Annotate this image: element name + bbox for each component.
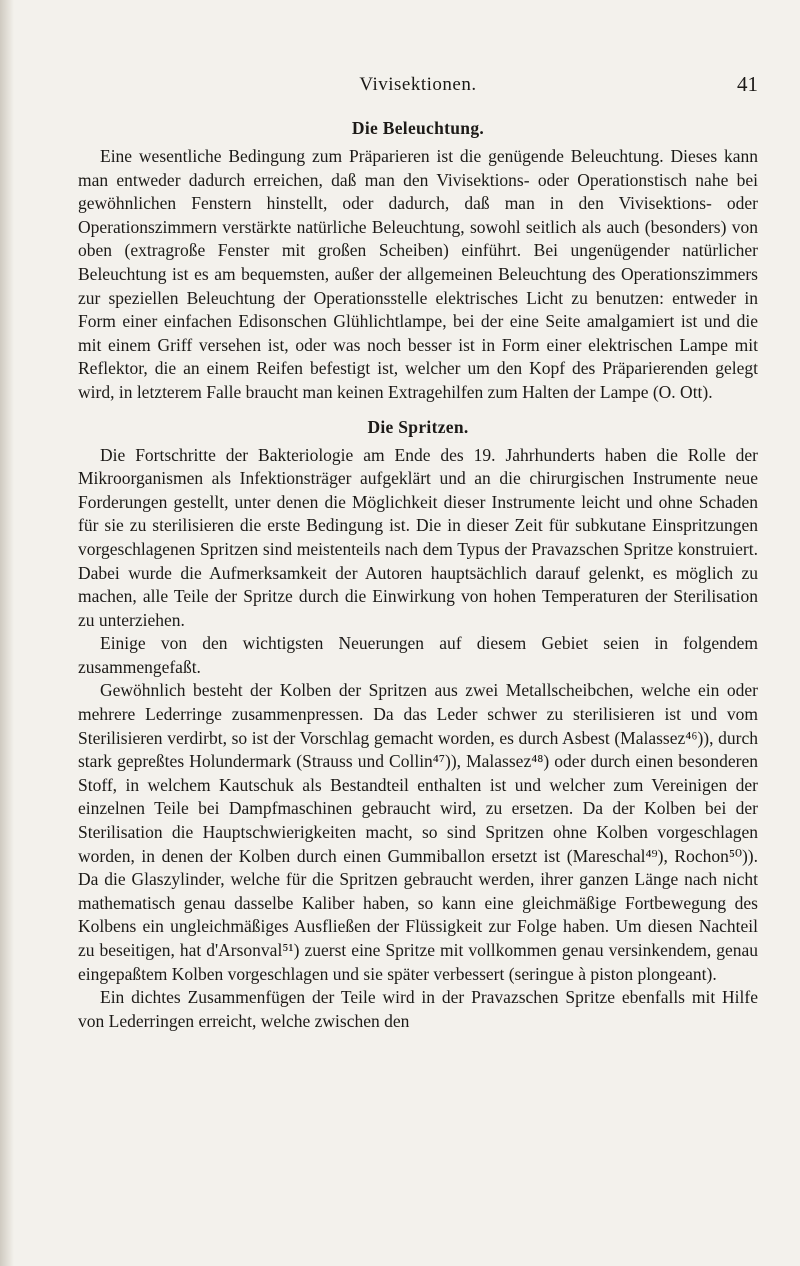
book-page [78, 0, 758, 1266]
page-number: 41 [737, 72, 758, 96]
paragraph: Die Fortschritte der Bakteriologie am Ende des 19. Jahrhunderts haben die Rolle der Mikroorganismen als Infektionsträger aufgeklärt und an die chirurgischen Instrumente neue Forderungen gestellt, unter denen die Möglichkeit dieser Instrumente leicht und ohne Schaden für sie zu sterilisieren die erste Bedingung ist. Die in dieser Zeit für subkutane Einspritzungen vorgeschlagenen Spritzen sind meistenteils nach dem Typus der Pravazschen Spritze konstruiert. Dabei wurde die Aufmerksamkeit der Autoren hauptsächlich darauf gelenkt, es möglich zu machen, alle Teile der Spritze durch die Einwirkung von hohen Temperaturen der Sterilisation zu unterziehen. [78, 444, 758, 630]
paragraph: Einige von den wichtigsten Neuerungen auf diesem Gebiet seien in folgendem zusammengefaßt. [78, 633, 758, 677]
paragraph: Gewöhnlich besteht der Kolben der Spritzen aus zwei Metallscheibchen, welche ein oder mehrere Lederringe zusammenpressen. Da das Leder schwer zu sterilisieren ist und vom Sterilisieren verdirbt, so ist der Vorschlag gemacht worden, es durch Asbest (Malassez⁴⁶)), durch stark gepreßtes Holundermark (Strauss und Collin⁴⁷)), Malassez⁴⁸) oder durch einen besonderen Stoff, in welchem Kautschuk als Bestandteil enthalten ist und welcher zum Vereinigen der einzelnen Teile bei Dampfmaschinen gebraucht wird, zu ersetzen. Da der Kolben bei der Sterilisation die Hauptschwierigkeiten macht, so sind Spritzen ohne Kolben vorgeschlagen worden, in denen der Kolben durch einen Gummiballon ersetzt ist (Mareschal⁴⁹), Rochon⁵⁰)). Da die Glaszylinder, welche für die Spritzen gebraucht werden, ihrer ganzen Länge nach nicht mathematisch genau dasselbe Kaliber haben, so kann eine gleichmäßige Fortbewegung des Kolbens ein ungleichmäßiges Ausfließen der Flüssigkeit zur Folge haben. Um diesen Nachteil zu beseitigen, hat d'Arsonval⁵¹) zuerst eine Spritze mit vollkommen genau versinkendem, genau eingepaßtem Kolben vorgeschlagen und sie später verbessert (seringue à piston plongeant). [78, 680, 758, 984]
paragraph: Ein dichtes Zusammenfügen der Teile wird in der Pravazschen Spritze ebenfalls mit Hilfe von Lederringen erreicht, welche zwischen den [78, 987, 758, 1031]
section-heading-beleuchtung: Die Beleuchtung. [351, 118, 485, 138]
page-content [78, 118, 758, 1033]
book-spine-shadow [0, 0, 14, 1266]
section-heading-spritzen: Die Spritzen. [367, 416, 469, 437]
running-title: Vivisektionen. [359, 74, 477, 95]
running-head [78, 72, 758, 102]
paragraph: Eine wesentliche Bedingung zum Präparieren ist die genügende Beleuchtung. Dieses kann man entweder dadurch erreichen, daß man den Vivisektions- oder Operationstisch nahe bei gewöhnlichen Fenstern hinstellt, oder dadurch, daß man in den Vivisektions- oder Operationszimmern verstärkte natürliche Beleuchtung, sowohl seitlich als auch (besonders) von oben (extragroße Fenster mit großen Scheiben) einführt. Bei ungenügender natürlicher Beleuchtung ist es am bequemsten, außer der allgemeinen Beleuchtung des Operationszimmers zur speziellen Beleuchtung der Operationsstelle elektrisches Licht zu benutzen: entweder in Form einer einfachen Edisonschen Glühlichtlampe, bei der eine Seite amalgamiert ist und die mit einem Griff versehen ist, oder was noch besser ist in Form einer elektrischen Lampe mit Reflektor, die an einem Reifen befestigt ist, welcher um den Kopf des Präparierenden gelegt wird, in letzterem Falle braucht man keinen Extragehilfen zum Halten der Lampe (O. Ott). [78, 146, 758, 402]
